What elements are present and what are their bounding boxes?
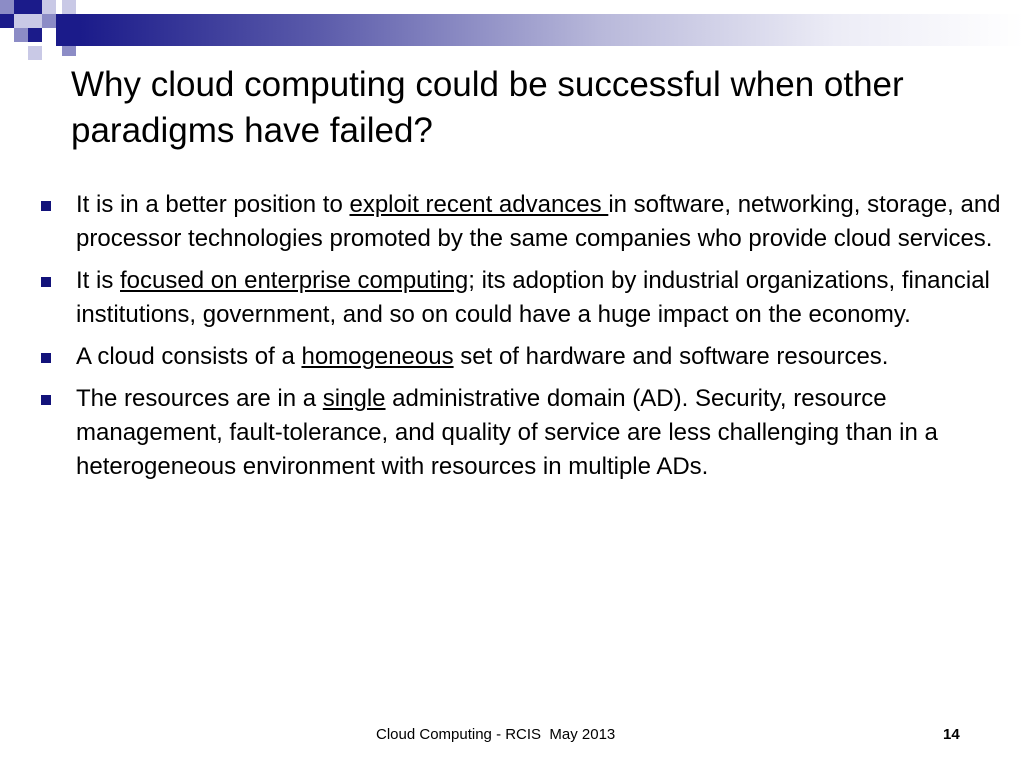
decor-square: [62, 0, 76, 14]
decor-square: [28, 28, 42, 42]
bullet-text: It is: [76, 267, 121, 294]
square-bullet-icon: [41, 277, 51, 287]
bullet-item: [38, 264, 1013, 332]
square-bullet-icon: [41, 395, 51, 405]
bullet-text: administrative domain (AD). Security, resource management, fault-tolerance, and quality of service are less challenging than in a heterogeneous environment with resources in multiple ADs.: [76, 385, 938, 480]
bullet-text: ; its adoption by industrial organizations, financial institutions, government, and so on could have a huge impact on the economy.: [76, 267, 990, 328]
bullet-item: [38, 382, 1013, 484]
decor-square: [14, 0, 42, 14]
header-gradient-band: [80, 14, 1024, 46]
bullet-text: It is in a better position to: [76, 191, 350, 218]
decor-square: [62, 46, 76, 56]
bullet-emphasis: focused on enterprise computing: [120, 267, 469, 294]
square-bullet-icon: [41, 353, 51, 363]
decor-square: [42, 14, 56, 28]
bullet-emphasis: homogeneous: [301, 343, 454, 370]
decor-square: [14, 28, 28, 42]
square-bullet-icon: [41, 201, 51, 211]
bullet-item: [38, 188, 1013, 256]
bullet-emphasis: single: [322, 385, 386, 412]
page-number: 14: [943, 726, 960, 743]
bullet-list: [38, 188, 1013, 492]
bullet-text: A cloud consists of a: [76, 343, 302, 370]
decor-square: [28, 46, 42, 60]
decor-square: [14, 14, 42, 28]
bullet-text: in software, networking, storage, and processor technologies promoted by the same companies who provide cloud services.: [76, 191, 1001, 252]
decor-square: [42, 0, 56, 14]
bullet-text: set of hardware and software resources.: [453, 343, 889, 370]
bullet-emphasis: exploit recent advances: [349, 191, 609, 218]
bullet-text: The resources are in a: [76, 385, 323, 412]
decor-square: [56, 14, 80, 46]
decor-square: [0, 0, 14, 14]
footer-text: Cloud Computing - RCIS May 2013: [376, 726, 616, 743]
decor-square: [0, 14, 14, 28]
bullet-item: [38, 340, 1013, 374]
slide-title: Why cloud computing could be successful when other paradigms have failed?: [71, 65, 904, 150]
